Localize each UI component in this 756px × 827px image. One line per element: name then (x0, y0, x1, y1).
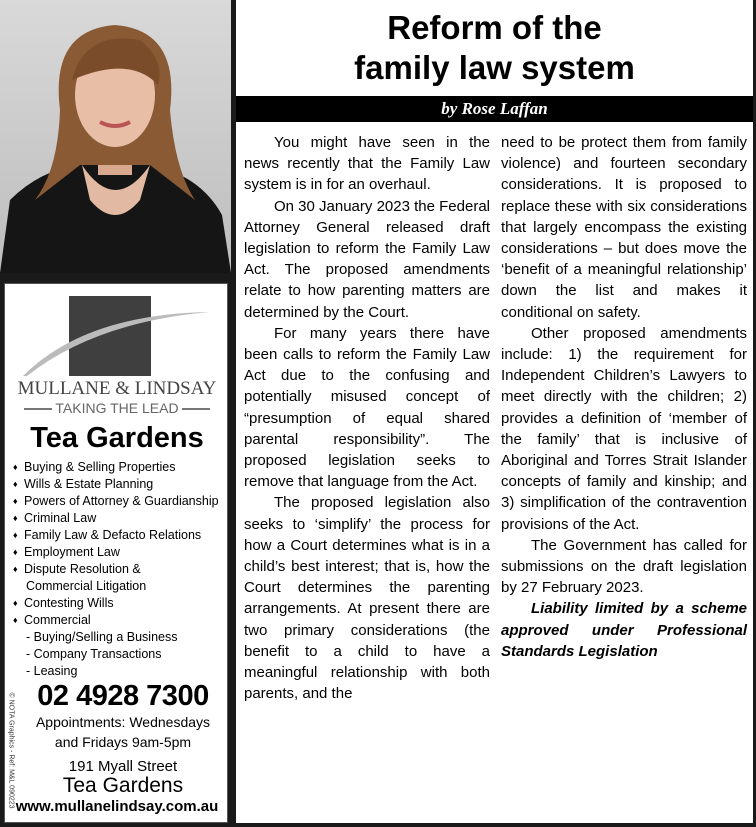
paragraph: The Government has called for submissions on the draft legislation by 27 February 2023. (501, 536, 747, 597)
phone-number: 02 4928 7300 (37, 680, 209, 712)
service-item: ♦ Wills & Estate Planning (13, 476, 219, 493)
service-item: ♦ Employment Law (13, 544, 219, 561)
firm-name: MULLANE & LINDSAY (17, 378, 217, 399)
services-list (13, 459, 219, 680)
author-photo (0, 0, 231, 273)
address-suburb: Tea Gardens (62, 774, 184, 797)
service-item: ♦ Buying & Selling Properties (13, 459, 219, 476)
service-item: - Leasing (26, 664, 78, 678)
service-item: ♦ Commercial (13, 612, 219, 629)
paragraph: You might have seen in the news recently that the Family Law system is in for an overhaul. (244, 134, 490, 194)
article-body (236, 122, 753, 823)
law-firm-advertisement (4, 283, 228, 823)
article-column-1 (244, 132, 490, 704)
artwork-credit: © NOTA Graphics - Ref: M&L 090223 (7, 692, 15, 809)
service-item: ♦ Family Law & Defacto Relations (13, 527, 219, 544)
article-byline: by Rose Laffan (236, 96, 753, 122)
paragraph: Other proposed amendments include: 1) the requirement for Independent Children’s Lawyers to meet directly with the children; 2) provides a definition of ‘member of the family’ that is inclusive of Aboriginal and Torres Strait Islander concepts of family and kinship; and 3) simplification of the contravention provisions of the Act. (501, 324, 747, 533)
article-column-2 (501, 132, 747, 662)
website-link[interactable]: www.mullanelindsay.com.au (15, 798, 219, 815)
appointment-hours: Appointments: Wednesdays and Fridays 9am-5pm (35, 714, 211, 750)
paragraph: need to be protect them from family violence) and fourteen secondary considerations. It is proposed to replace these with six considerations that largely encompass the existing considerations – but does move the ‘benefit of a meaningful relationship’ down the list and makes it conditional on safety. (501, 134, 747, 321)
service-item: ♦ Criminal Law (13, 510, 219, 527)
paragraph: For many years there have been calls to reform the Family Law Act due to the confusing and potentially misused concept of “presumption of equal shared parental responsibility”. The proposed legislation seeks to remove that language from the Act. (244, 324, 490, 491)
service-item: ♦ Contesting Wills (13, 595, 219, 612)
service-item: - Buying/Selling a Business (26, 630, 178, 644)
article-title: Reform of the family law system (236, 0, 753, 96)
firm-tagline: TAKING THE LEAD (5, 400, 229, 416)
street-address: 191 Myall Street (68, 758, 178, 775)
paragraph: On 30 January 2023 the Federal Attorney General released draft legislation to reform the Family Law Act. The proposed amendments relate to how parenting matters are determined by the Court. (244, 197, 490, 321)
service-item: ♦ Powers of Attorney & Guardianship (13, 493, 219, 510)
liability-disclaimer: Liability limited by a scheme approved under Professional Standards Legislation (501, 600, 747, 660)
service-item: - Company Transactions (26, 647, 162, 661)
office-town: Tea Gardens (30, 422, 204, 454)
service-item: ♦ Dispute Resolution & (13, 561, 219, 578)
paragraph: The proposed legislation also seeks to ‘simplify’ the process for how a Court determines what is in a child’s best interest; that is, how the Court determines the parenting arrangements. At present there are two primary considerations (the benefit to a child to have a meaningful relationship with both parents, and the (244, 494, 490, 703)
service-item: Commercial Litigation (26, 579, 147, 593)
